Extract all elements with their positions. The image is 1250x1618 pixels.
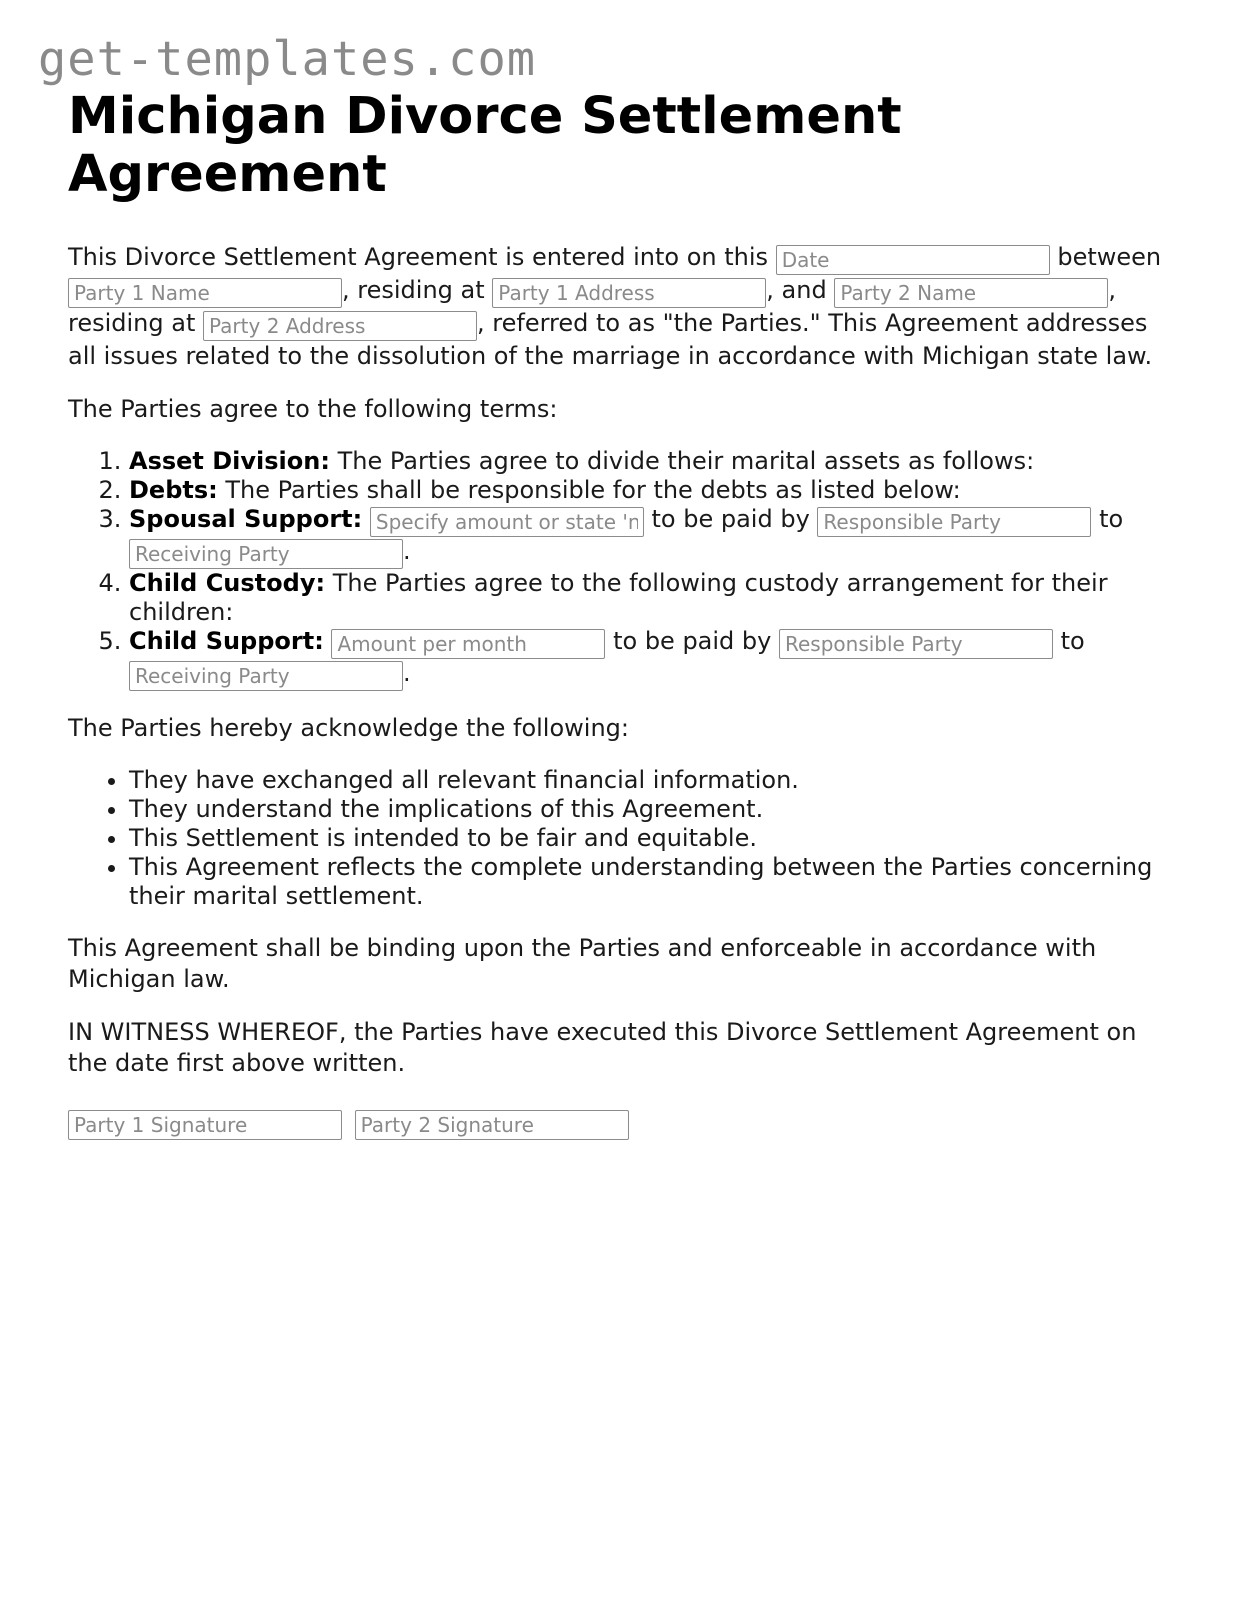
asset-division-label: Asset Division: bbox=[129, 447, 330, 475]
child-responsible-party-input[interactable] bbox=[779, 629, 1053, 659]
spousal-receiving-party-input[interactable] bbox=[129, 539, 403, 569]
asset-division-text: The Parties agree to divide their marital assets as follows: bbox=[337, 447, 1035, 475]
term-child-support bbox=[129, 627, 1178, 691]
intro-text-3: , residing at bbox=[342, 276, 485, 304]
child-end-text: . bbox=[403, 659, 411, 687]
spousal-responsible-party-input[interactable] bbox=[817, 507, 1091, 537]
party1-address-input[interactable] bbox=[492, 278, 766, 308]
intro-text-4: , and bbox=[766, 276, 827, 304]
list-item: • They have exchanged all relevant financial information. bbox=[129, 766, 1178, 795]
acknowledgement-list bbox=[68, 766, 1178, 911]
spousal-paid-by-text: to be paid by bbox=[651, 505, 810, 533]
spousal-to-text: to bbox=[1099, 505, 1124, 533]
spousal-amount-input[interactable] bbox=[370, 507, 644, 537]
intro-paragraph bbox=[68, 242, 1178, 372]
party2-name-input[interactable] bbox=[834, 278, 1108, 308]
child-custody-text: The Parties agree to the following custody arrangement for their children: bbox=[129, 569, 1108, 626]
child-support-label: Child Support: bbox=[129, 627, 324, 655]
party1-signature-input[interactable] bbox=[68, 1110, 342, 1140]
child-custody-label: Child Custody: bbox=[129, 569, 326, 597]
list-item: • This Settlement is intended to be fair and equitable. bbox=[129, 824, 1178, 853]
list-item: • This Agreement reflects the complete understanding between the Parties concerning their marital settlement. bbox=[129, 853, 1178, 911]
child-receiving-party-input[interactable] bbox=[129, 661, 403, 691]
page-title: Michigan Divorce Settlement Agreement bbox=[68, 87, 902, 204]
debts-label: Debts: bbox=[129, 476, 218, 504]
terms-list bbox=[68, 447, 1178, 691]
watermark: get-templates.com bbox=[38, 32, 537, 87]
child-support-amount-input[interactable] bbox=[331, 629, 605, 659]
acknowledge-intro: The Parties hereby acknowledge the following: bbox=[68, 714, 629, 742]
agreement-document bbox=[68, 88, 1178, 1140]
term-debts bbox=[129, 476, 1178, 505]
term-spousal-support bbox=[129, 505, 1178, 569]
spousal-support-label: Spousal Support: bbox=[129, 505, 363, 533]
list-item: • They understand the implications of this Agreement. bbox=[129, 795, 1178, 824]
party2-signature-input[interactable] bbox=[355, 1110, 629, 1140]
intro-text-2: between bbox=[1057, 243, 1162, 271]
binding-paragraph: This Agreement shall be binding upon the Parties and enforceable in accordance with Michigan law. bbox=[68, 934, 1097, 993]
terms-intro: The Parties agree to the following terms: bbox=[68, 395, 558, 423]
child-to-text: to bbox=[1060, 627, 1085, 655]
witness-paragraph: IN WITNESS WHEREOF, the Parties have executed this Divorce Settlement Agreement on the date first above written. bbox=[68, 1018, 1137, 1077]
debts-text: The Parties shall be responsible for the debts as listed below: bbox=[225, 476, 961, 504]
term-asset-division bbox=[129, 447, 1178, 476]
spousal-end-text: . bbox=[403, 537, 411, 565]
term-child-custody bbox=[129, 569, 1178, 627]
date-input[interactable] bbox=[776, 245, 1050, 275]
child-paid-by-text: to be paid by bbox=[613, 627, 772, 655]
intro-text-5: , residing at bbox=[68, 276, 1116, 337]
party2-address-input[interactable] bbox=[203, 311, 477, 341]
party1-name-input[interactable] bbox=[68, 278, 342, 308]
intro-text-6: , referred to as "the Parties." This Agreement addresses all issues related to the dissolution of the marriage in accordance with Michigan state law. bbox=[68, 309, 1153, 370]
signature-block bbox=[68, 1107, 1178, 1140]
intro-text-1: This Divorce Settlement Agreement is entered into on this bbox=[68, 243, 769, 271]
